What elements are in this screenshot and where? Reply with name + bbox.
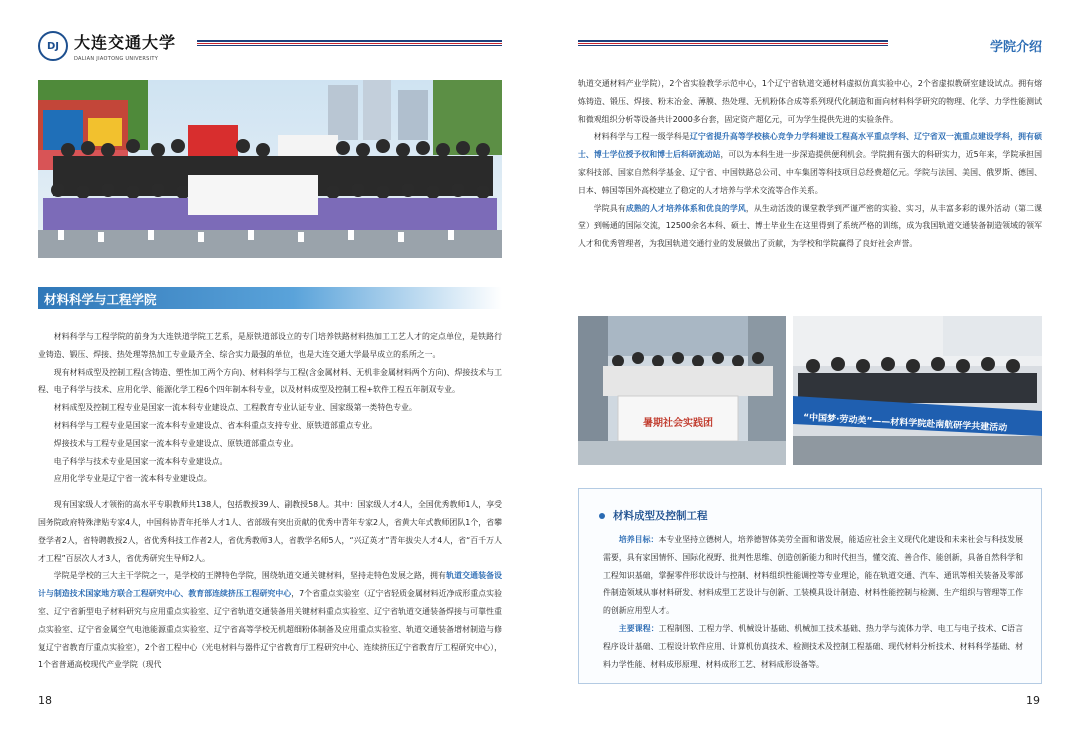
photo-social-practice-team <box>578 316 786 465</box>
paragraph: 电子科学与技术专业是国家一流本科专业建设点。 <box>53 456 228 466</box>
logo-chinese-name: 大连交通大学 <box>74 33 177 52</box>
main-courses: 主要课程：工程制图、工程力学、机械设计基础、机械加工技术基础、热力学与流体力学、电工与电子技术、C语言程序设计基础、工程设计软件应用、计算机仿真技术、检测技术及控制工程基础、现代材料分析技术、材料科学基础、材料力学性能、材料成形原理、材料成形工艺、材料成形设备等。 <box>603 623 1023 669</box>
section-title-bar <box>38 287 502 309</box>
box-title: 材料成型及控制工程 <box>613 510 708 522</box>
paragraph: 学院是学校的三大主干学院之一，是学校的王牌特色学院，围绕轨道交通关键材料，坚持走特色发展之路，拥有轨道交通装备设计与制造技术国家地方联合工程研究中心、教育部连续挤压工程研究中心，7个省重点实验室（辽宁省轻质金属材料近净成形重点实验室、辽宁省新型电子材料研究与应用重点实验室、辽宁省轨道交通装备用关键材料重点实验室、辽宁省轨道交通装备焊接与可靠性重点实验室、辽宁省金属空气电池能源重点实验室、辽宁省高等学校无机超细粉体制备及应用重点实验室、轨道交通装备增材制造与修复辽宁省教育厅重点实验室），2个省工程中心（光电材料与器件辽宁省教育厅工程研究中心、连续挤压辽宁省教育厅工程研究中心），1个省普通高校现代产业学院（现代 <box>38 571 502 670</box>
paragraph: 学院具有成熟的人才培养体系和优良的学风，从生动活泼的课堂教学到严谨严密的实验、实习，从丰富多彩的课外活动（第二课堂）到畅通的国际交流，12500余名本科、硕士、博士毕业生在这里得到了系统严格的训练，成为我国轨道交通装备制造领域的领军人才和优秀管理者，为我国轨道交通行业的发展做出了贡献，为学校和学院赢得了良好社会声誉。 <box>578 203 1042 249</box>
highlight-text: 轨道交通装备设计与制造技术国家地方联合工程研究中心、教育部连续挤压工程研究中心 <box>38 571 502 599</box>
banner-text: “中国梦·劳动美”——材料学院赴南航研学共建活动 <box>802 413 1008 434</box>
flag-text: 暑期社会实践团 <box>643 418 713 429</box>
group-photo-students <box>38 80 502 258</box>
header-title: 学院介绍 <box>989 40 1042 55</box>
university-logo <box>38 30 176 62</box>
major-info-box <box>578 488 1042 684</box>
page-number: 18 <box>38 694 52 707</box>
paragraph: 材料科学与工程学院的前身为大连铁道学院工艺系，是原铁道部设立的专门培养铁路材料热加工工艺人才的定点单位，是铁路行业铸造、锻压、焊接、热处理等热加工专业最齐全、综合实力最强的单位，也是大连交通大学最早成立的系所之一。 <box>38 332 502 359</box>
highlight-text: 成熟的人才培养体系和优良的学风 <box>625 203 746 213</box>
university-seal-icon: DJ <box>38 31 68 61</box>
paragraph: 材料科学与工程专业是国家一流本科专业建设点、省本科重点支持专业、原铁道部重点专业。 <box>53 420 378 430</box>
header-stripe-left <box>197 40 502 46</box>
paragraph: 现有材料成型及控制工程(含铸造、塑性加工两个方向)、材料科学与工程(含金属材料、无机非金属材料两个方向)、焊接技术与工程、电子科学与技术、应用化学、能源化学工程6个四年制本科专业，以及材料成型及控制工程+软件工程五年制双专业。 <box>38 367 502 395</box>
right-page <box>540 0 1080 733</box>
paragraph: 焊接技术与工程专业是国家一流本科专业建设点、原铁道部重点专业。 <box>53 438 299 448</box>
paragraph: 应用化学专业是辽宁省一流本科专业建设点。 <box>53 474 212 484</box>
course-label: 主要课程： <box>618 623 659 633</box>
header-stripe-right <box>578 40 888 46</box>
paragraph: 现有国家级人才领衔的高水平专职教师共138人，包括教授39人、副教授58人。其中：国家级人才4人，全国优秀教师1人，享受国务院政府特殊津贴专家4人，中国科协青年托举人才1人、省部级有突出贡献的优秀中青年专家2人，省黄大年式教师团队1个，省攀登学者2人，省特聘教授2人，省优秀科技工作者2人，省优秀教师3人，省教学名师5人，“兴辽英才”青年拔尖人才4人，省“百千万人才工程”百层次人才3人，省优秀研究生导师2人。 <box>38 500 502 563</box>
right-body-text <box>578 75 1042 253</box>
goal-label: 培养目标： <box>618 535 659 544</box>
paragraph: 轨道交通材料产业学院），2个省实验教学示范中心，1个辽宁省轨道交通材料虚拟仿真实验中心，2个省虚拟教研室建设试点。拥有熔炼铸造、锻压、焊接、粉末冶金、薄膜、热处理、无机粉体合成等系列现代化制造和面向材料科学研究的物理、化学、力学性能测试和微观组织分析等设备共计2000多台套，固定资产超亿元，可为学生提供先进的实验条件。 <box>578 79 1042 124</box>
paragraph: 材料科学与工程一级学科是辽宁省提升高等学校核心竞争力学科建设工程高水平重点学科、辽宁省双一流重点建设学科，拥有硕士、博士学位授予权和博士后科研流动站，可以为本科生进一步深造提供便利机会。学院拥有强大的科研实力，近5年来，学院承担国家科技部、国家自然科学基金、辽宁省、中国铁路总公司、中车集团等科技项目总经费超亿元。学院与法国、美国、俄罗斯、德国、日本、韩国等国外高校建立了稳定的人才培养与学术交流等合作关系。 <box>578 132 1042 195</box>
section-title: 材料科学与工程学院 <box>44 292 157 307</box>
logo-english-name: DALIAN JIAOTONG UNIVERSITY <box>74 56 159 62</box>
training-goal: 培养目标：本专业坚持立德树人，培养德智体美劳全面和谐发展，能适应社会主义现代化建设和未来社会与科技发展需要，具有家国情怀、国际化视野、批判性思维、创造创新能力和时代担当，懂交流、善合作、能创新，具备自然科学和工程知识基础，掌握零件形状设计与控制、材料组织性能调控等专业理论，能在轨道交通、汽车、通讯等相关装备及零部件制造领域从事材料研发、材料成型工艺设计与创新、工装模具设计制造、材料性能控制与检测、生产组织与管理等工作的创新应用型人才。 <box>603 535 1023 616</box>
paragraph: 材料成型及控制工程专业是国家一流本科专业建设点、工程教育专业认证专业、国家级第一类特色专业。 <box>53 403 417 413</box>
page-number: 19 <box>1026 694 1040 707</box>
highlight-text: 辽宁省提升高等学校核心竞争力学科建设工程高水平重点学科、辽宁省双一流重点建设学科，拥有硕士、博士学位授予权和博士后科研流动站 <box>578 132 1042 160</box>
left-body-text <box>38 328 502 674</box>
photo-banner-group <box>793 316 1042 465</box>
bullet-icon <box>599 513 605 519</box>
